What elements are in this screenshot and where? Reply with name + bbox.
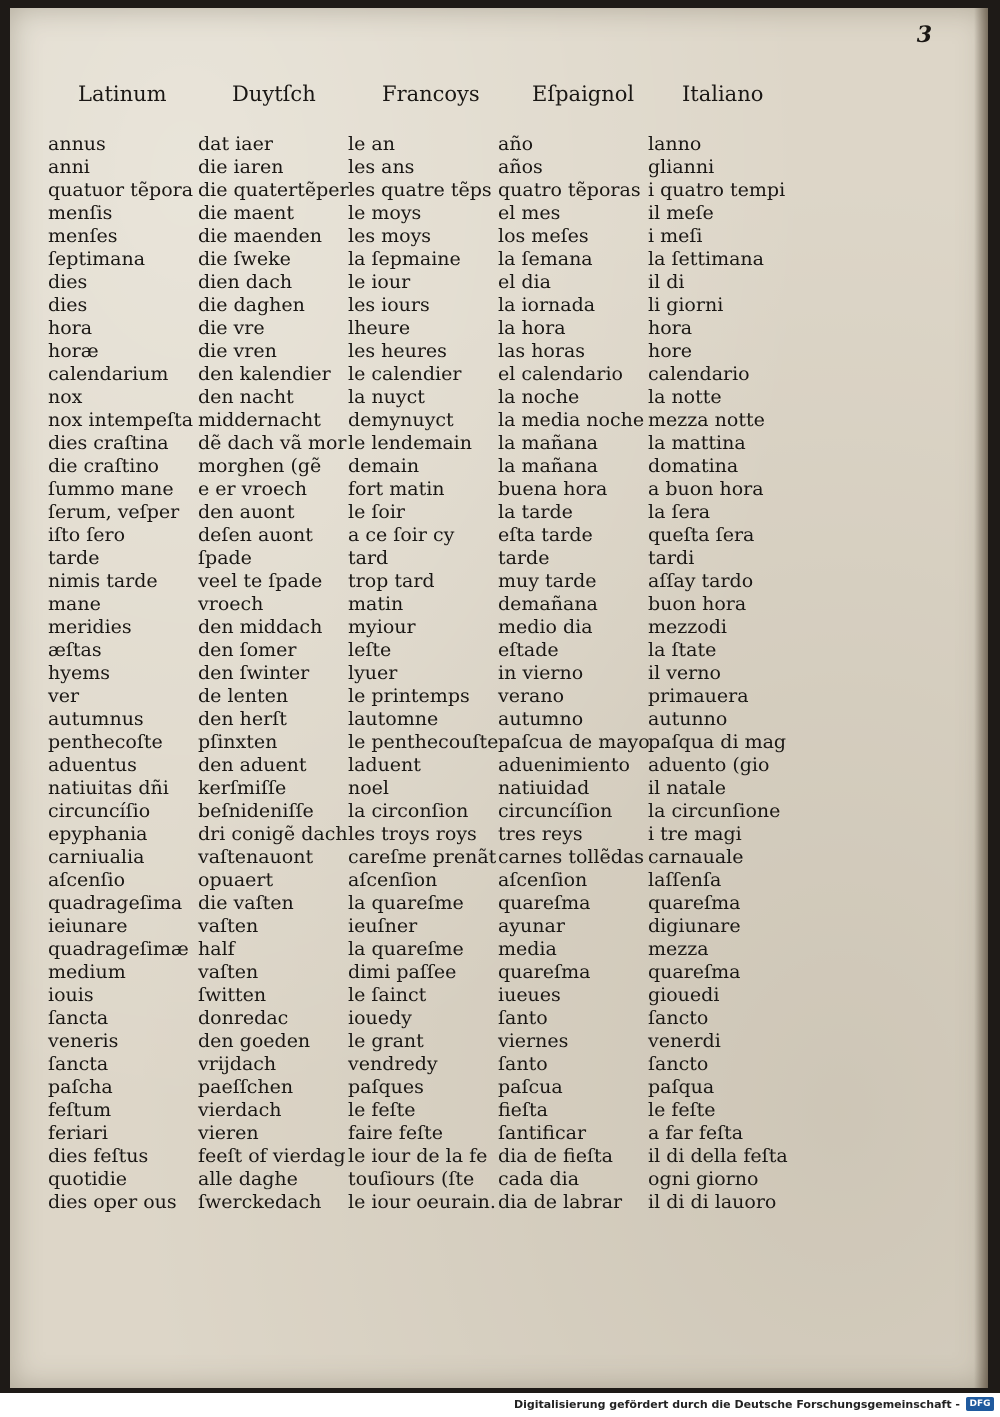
page-number: 3 [916,22,932,48]
word-entry: vaſtenauont [198,846,314,868]
word-entry: e er vroech [198,478,308,500]
word-entry: i meſi [648,225,703,247]
word-entry: hore [648,340,693,362]
word-entry: annus [48,133,106,155]
word-entry: media [498,938,557,960]
word-entry: den ſomer [198,639,297,661]
word-entry: demynuyct [348,409,454,431]
word-entry: fort matin [348,478,445,500]
word-entry: la noche [498,386,580,408]
word-entry: la quareſme [348,892,464,914]
word-entry: digiunare [648,915,741,937]
word-entry: ver [48,685,80,707]
word-entry: il meſe [648,202,714,224]
word-entry: die quatertẽper [198,179,349,201]
word-entry: le iour oeurain. [348,1191,496,1213]
word-entry: la hora [498,317,566,339]
word-entry: quadrageſima [48,892,183,914]
word-entry: le feſte [348,1099,416,1121]
word-entry: anni [48,156,90,178]
word-entry: tardi [648,547,695,569]
word-entry: aſcenſion [498,869,588,891]
word-entry: natiuidad [498,777,590,799]
word-entry: viernes [498,1030,569,1052]
column-espaignol [498,133,650,1214]
word-entry: la tarde [498,501,573,523]
word-entry: natiuitas dñi [48,777,169,799]
word-entry: opuaert [198,869,274,891]
word-entry: medium [48,961,126,983]
word-entry: vieren [198,1122,259,1144]
word-entry: les quatre tẽps [348,179,492,201]
word-entry: il di di lauoro [648,1191,777,1213]
word-entry: kerſmiſſe [198,777,287,799]
word-entry: aſcenſio [48,869,126,891]
word-entry: vaſten [198,961,259,983]
word-entry: la mañana [498,432,598,454]
word-entry: trop tard [348,570,435,592]
column-francoys [348,133,498,1214]
word-entry: autumnus [48,708,144,730]
word-entry: muy tarde [498,570,597,592]
word-entry: il di della feſta [648,1145,788,1167]
word-entry: quareſma [498,961,591,983]
word-entry: verano [498,685,565,707]
word-entry: les iours [348,294,430,316]
word-entry: ſancto [648,1053,709,1075]
word-entry: a ce ſoir cy [348,524,455,546]
header-francoys: Francoys [382,82,480,106]
word-entry: ieiunare [48,915,128,937]
word-entry: aduenimiento [498,754,630,776]
word-entry: demain [348,455,420,477]
word-entry: le ſainct [348,984,427,1006]
word-entry: laduent [348,754,421,776]
header-duytsch: Duytſch [232,82,316,106]
word-entry: la notte [648,386,722,408]
word-entry: giouedi [648,984,720,1006]
header-italiano: Italiano [682,82,764,106]
word-entry: vendredy [348,1053,438,1075]
word-entry: autumno [498,708,584,730]
word-entry: die craſtino [48,455,159,477]
word-entry: quatro tẽporas [498,179,641,201]
word-entry: fieſta [498,1099,548,1121]
word-entry: le calendier [348,363,462,385]
dfg-logo: DFG [966,1397,994,1411]
word-entry: feſtum [48,1099,112,1121]
word-entry: los meſes [498,225,589,247]
word-entry: le feſte [648,1099,716,1121]
word-entry: il natale [648,777,727,799]
word-entry: las horas [498,340,586,362]
word-entry: la mañana [498,455,598,477]
word-entry: dri conigẽ dach [198,823,348,845]
word-entry: die iaren [198,156,284,178]
word-entry: æſtas [48,639,102,661]
word-entry: venerdi [648,1030,721,1052]
word-entry: vierdach [198,1099,282,1121]
word-entry: lanno [648,133,702,155]
word-entry: eſta tarde [498,524,593,546]
word-entry: iueues [498,984,561,1006]
word-entry: hora [48,317,93,339]
word-entry: touſiours (ſte [348,1168,475,1190]
word-entry: den nacht [198,386,294,408]
word-entry: epyphania [48,823,148,845]
word-entry: la ſettimana [648,248,764,270]
footer-bar [0,1393,1000,1417]
word-entry: ſeptimana [48,248,146,270]
word-entry: ſancta [48,1053,109,1075]
word-entry: dia de labrar [498,1191,623,1213]
word-entry: le iour [348,271,411,293]
word-entry: carnauale [648,846,744,868]
word-entry: ſwerckedach [198,1191,322,1213]
word-entry: tarde [48,547,100,569]
word-entry: ſerum, veſper [48,501,180,523]
word-entry: eſtade [498,639,559,661]
word-entry: feeſt of vierdag [198,1145,346,1167]
word-entry: dies oper ous [48,1191,177,1213]
word-entry: dies [48,294,88,316]
word-entry: ſancta [48,1007,109,1029]
word-entry: aduento (gio [648,754,770,776]
word-entry: paſcua de mayo [498,731,650,753]
word-entry: le moys [348,202,422,224]
word-entry: den kalendier [198,363,331,385]
word-entry: le lendemain [348,432,472,454]
word-entry: den middach [198,616,323,638]
word-entry: ayunar [498,915,565,937]
word-entry: paſcua [498,1076,563,1098]
word-entry: año [498,133,534,155]
word-entry: quotidie [48,1168,128,1190]
word-entry: paeſſchen [198,1076,294,1098]
word-entry: den aduent [198,754,307,776]
word-entry: le grant [348,1030,424,1052]
word-entry: careſme prenãt [348,846,497,868]
word-entry: den ſwinter [198,662,310,684]
word-entry: den auont [198,501,295,523]
word-entry: vaſten [198,915,259,937]
word-entry: noel [348,777,389,799]
word-entry: carnes tollẽdas [498,846,645,868]
word-entry: nox intempeſta [48,409,194,431]
word-entry: tarde [498,547,550,569]
word-entry: matin [348,593,404,615]
word-entry: ieuſner [348,915,418,937]
word-entry: les moys [348,225,432,247]
word-entry: la ſtate [648,639,717,661]
word-entry: les ans [348,156,415,178]
word-entry: el calendario [498,363,623,385]
word-entry: die daghen [198,294,305,316]
word-entry: menſes [48,225,118,247]
word-entry: lautomne [348,708,439,730]
word-entry: morghen (gẽ [198,455,322,477]
book-page [10,8,988,1388]
word-entry: mezza [648,938,709,960]
word-entry: half [198,938,235,960]
word-entry: die maenden [198,225,322,247]
word-entry: la nuyct [348,386,425,408]
word-entry: le printemps [348,685,470,707]
word-entry: quatuor tẽpora [48,179,194,201]
footer-credit: Digitalisierung gefördert durch die Deutsche Forschungsgemeinschaft - [513,1398,960,1411]
column-latinum [48,133,193,1214]
word-entry: lheure [348,317,411,339]
word-entry: den herſt [198,708,287,730]
word-entry: primauera [648,685,749,707]
word-entry: alle daghe [198,1168,298,1190]
word-entry: dat iaer [198,133,273,155]
word-entry: horæ [48,340,99,362]
word-entry: de lenten [198,685,289,707]
word-entry: paſcha [48,1076,113,1098]
word-entry: el dia [498,271,551,293]
word-entry: autunno [648,708,728,730]
word-entry: la quareſme [348,938,464,960]
word-entry: lyuer [348,662,398,684]
word-entry: pſinxten [198,731,278,753]
word-entry: le penthecouſte [348,731,499,753]
word-entry: il verno [648,662,721,684]
word-entry: dies [48,271,88,293]
word-entry: die vre [198,317,265,339]
word-entry: carniualia [48,846,145,868]
word-entry: feriari [48,1122,108,1144]
word-entry: mezzodi [648,616,727,638]
word-entry: dies feſtus [48,1145,149,1167]
word-entry: iouedy [348,1007,412,1029]
word-entry: buon hora [648,593,747,615]
word-entry: aduentus [48,754,137,776]
word-entry: años [498,156,543,178]
word-entry: ſantificar [498,1122,587,1144]
word-entry: circuncíſion [498,800,613,822]
word-entry: myiour [348,616,416,638]
word-entry: medio dia [498,616,593,638]
word-entry: meridies [48,616,132,638]
word-entry: dies craſtina [48,432,169,454]
word-entry: die vren [198,340,277,362]
word-entry: i quatro tempi [648,179,786,201]
word-entry: li giorni [648,294,724,316]
word-entry: aſſay tardo [648,570,754,592]
word-entry: circuncíſio [48,800,151,822]
word-entry: la ſera [648,501,711,523]
word-entry: ogni giorno [648,1168,759,1190]
word-entry: ſanto [498,1053,548,1075]
word-entry: nox [48,386,83,408]
word-entry: dẽ dach vã mor [198,432,347,454]
header-latinum: Latinum [78,82,167,106]
column-duytsch [198,133,349,1214]
word-entry: a far feſta [648,1122,744,1144]
word-entry: dia de fieſta [498,1145,613,1167]
word-entry: die vaſten [198,892,294,914]
header-espaignol: Eſpaignol [532,82,635,106]
word-entry: la ſemana [498,248,593,270]
word-entry: mezza notte [648,409,765,431]
word-entry: buena hora [498,478,608,500]
page-edge-shadow [974,8,988,1388]
word-entry: beſnideniſſe [198,800,314,822]
word-entry: il di [648,271,685,293]
word-entry: quadrageſimæ [48,938,189,960]
word-entry: iouis [48,984,94,1006]
word-entry: veneris [48,1030,119,1052]
word-entry: la media noche [498,409,645,431]
word-entry: dimi paſſee [348,961,457,983]
word-entry: deſen auont [198,524,313,546]
word-entry: dien dach [198,271,293,293]
word-entry: in vierno [498,662,584,684]
word-entry: i tre magi [648,823,742,845]
word-entry: paſqua [648,1076,715,1098]
word-entry: ſancto [648,1007,709,1029]
word-entry: hyems [48,662,110,684]
word-entry: la mattina [648,432,746,454]
word-entry: donredac [198,1007,289,1029]
word-entry: paſqua di mag [648,731,787,753]
word-entry: le an [348,133,395,155]
word-entry: hora [648,317,693,339]
word-entry: ſpade [198,547,252,569]
word-entry: les troys roys [348,823,477,845]
word-entry: calendarium [48,363,169,385]
word-entry: mane [48,593,101,615]
word-entry: domatina [648,455,739,477]
word-entry: veel te ſpade [198,570,323,592]
word-entry: iſto ſero [48,524,126,546]
word-entry: middernacht [198,409,321,431]
word-entry: penthecoſte [48,731,163,753]
word-entry: quareſma [648,961,741,983]
word-entry: le ſoir [348,501,405,523]
word-entry: la iornada [498,294,596,316]
word-entry: paſques [348,1076,424,1098]
word-entry: quareſma [648,892,741,914]
word-entry: vrijdach [198,1053,277,1075]
word-entry: tard [348,547,389,569]
word-entry: ſummo mane [48,478,174,500]
word-entry: ſwitten [198,984,267,1006]
word-entry: cada dia [498,1168,580,1190]
word-entry: glianni [648,156,715,178]
word-entry: la ſepmaine [348,248,461,270]
word-entry: les heures [348,340,447,362]
word-entry: laſſenſa [648,869,722,891]
word-entry: menſis [48,202,113,224]
word-entry: die ſweke [198,248,291,270]
word-entry: demañana [498,593,598,615]
column-italiano [648,133,788,1214]
word-entry: die maent [198,202,294,224]
word-entry: den goeden [198,1030,311,1052]
word-entry: tres reys [498,823,583,845]
word-entry: quareſma [498,892,591,914]
word-entry: faire feſte [348,1122,443,1144]
word-entry: el mes [498,202,561,224]
word-entry: ſanto [498,1007,548,1029]
word-entry: a buon hora [648,478,764,500]
word-entry: aſcenſion [348,869,438,891]
word-entry: la circonſion [348,800,469,822]
word-entry: le iour de la fe [348,1145,488,1167]
word-entry: queſta ſera [648,524,755,546]
word-entry: vroech [198,593,264,615]
word-entry: la circunſione [648,800,781,822]
word-entry: leſte [348,639,392,661]
word-entry: calendario [648,363,750,385]
word-entry: nimis tarde [48,570,158,592]
